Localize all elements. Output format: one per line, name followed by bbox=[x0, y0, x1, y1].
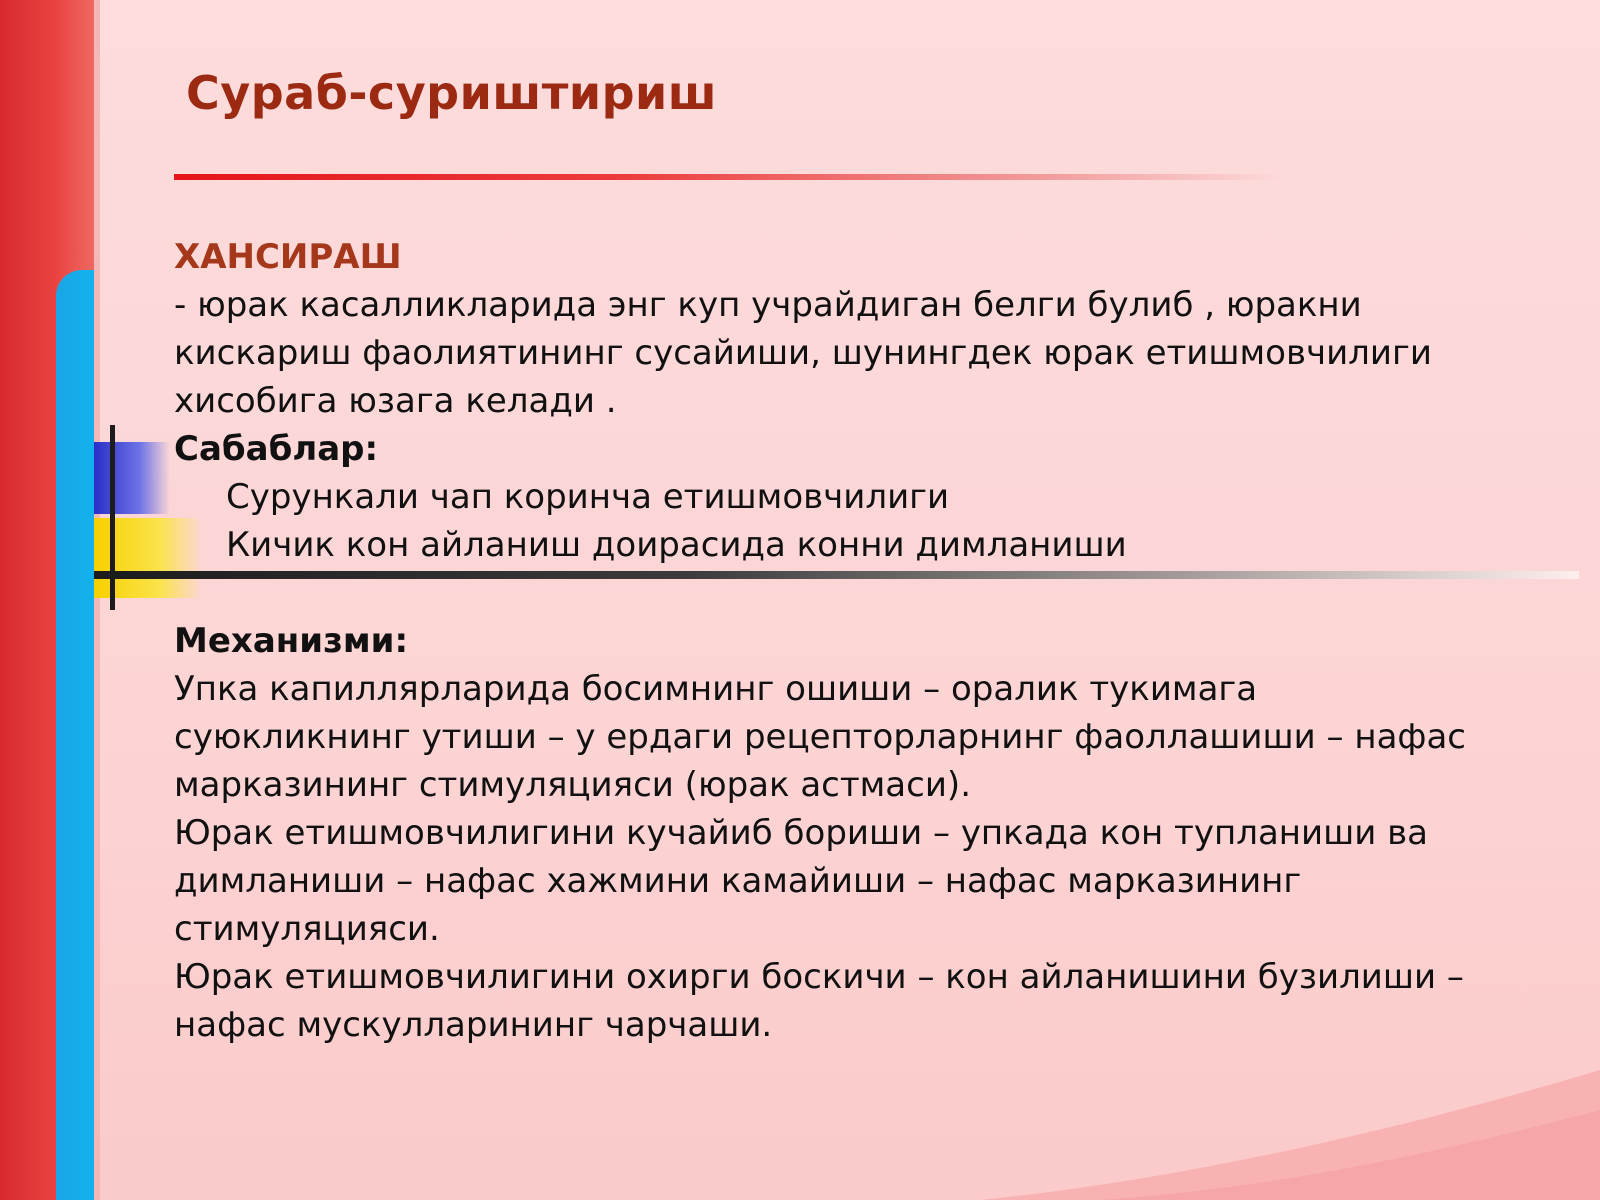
cause-item: Сурункали чап коринча етишмовчилиги bbox=[226, 477, 950, 517]
left-cyan-bar bbox=[56, 270, 94, 1200]
mechanism-paragraph: Юрак етишмовчилигини кучайиб бориши – упкада кон тупланиши ва димланиши – нафас хажмини камайиши – нафас марказининг стимуляцияси. bbox=[174, 813, 1428, 949]
cause-item: Кичик кон айланиш доирасида конни димланиши bbox=[226, 525, 1127, 565]
corner-wave-decoration bbox=[980, 1070, 1600, 1200]
mechanism-heading: Механизми: bbox=[174, 621, 409, 661]
blue-accent-square bbox=[94, 442, 170, 514]
title-underline bbox=[174, 174, 1284, 180]
slide-title: Сураб-суриштириш bbox=[186, 66, 718, 120]
term-heading: ХАНСИРАШ bbox=[174, 237, 402, 277]
left-pink-strip bbox=[94, 0, 100, 1200]
slide-body bbox=[174, 233, 1494, 1049]
mechanism-paragraph: Упка капиллярларида босимнинг ошиши – оралик тукимага суюкликнинг утиши – у ердаги рецепторларнинг фаоллашиши – нафас марказининг стимуляцияси (юрак астмаси). bbox=[174, 669, 1466, 805]
dark-vertical-divider bbox=[110, 425, 115, 610]
mechanism-paragraph: Юрак етишмовчилигини охирги боскичи – кон айланишини бузилиши – нафас мускулларининг чарчаши. bbox=[174, 957, 1464, 1045]
causes-heading: Сабаблар: bbox=[174, 429, 379, 469]
spacer bbox=[174, 569, 1494, 617]
term-definition: - юрак касалликларида энг куп учрайдиган белги булиб , юракни кискариш фаолиятининг сусайиши, шунингдек юрак етишмовчилиги хисобига юзага келади . bbox=[174, 285, 1432, 421]
